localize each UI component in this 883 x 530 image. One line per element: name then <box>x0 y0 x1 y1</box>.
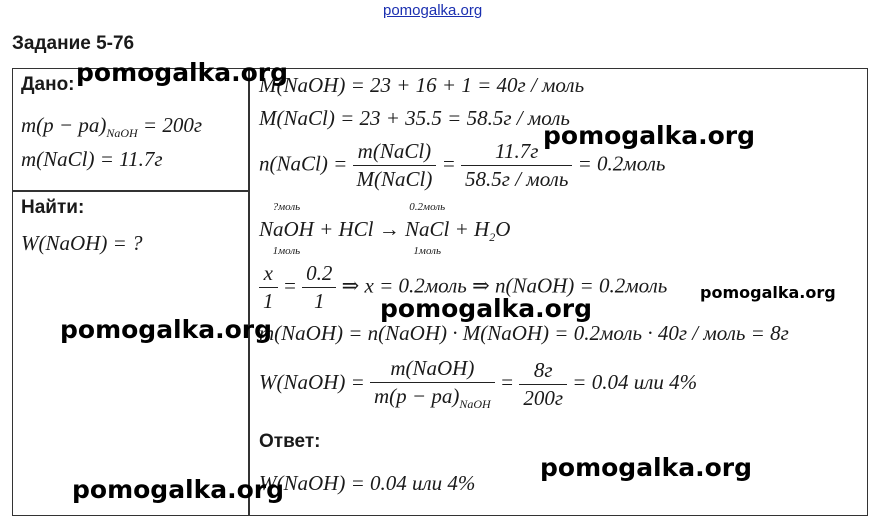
watermark: pomogalka.org <box>700 283 836 302</box>
watermark: pomogalka.org <box>380 294 593 323</box>
task-title: Задание 5-76 <box>12 33 135 54</box>
column-divider <box>248 69 250 515</box>
answer-heading: Ответ: <box>259 431 321 452</box>
given-nacl-mass: m(NaCl) = 11.7г <box>21 147 163 171</box>
row-divider <box>13 190 248 192</box>
molar-mass-naoh: M(NaOH) = 23 + 16 + 1 = 40г / моль <box>259 73 585 97</box>
watermark: pomogalka.org <box>72 475 285 504</box>
find-target: W(NaOH) = ? <box>21 231 143 255</box>
watermark: pomogalka.org <box>540 453 753 482</box>
mass-fraction-formula: W(NaOH) = $\frac{\text{m(NaOH)}}{m(p - pa)_{NaOH}}$ = $\frac{8г}{200г}$ = 0.04 или 4% <box>259 356 698 412</box>
site-link[interactable]: pomogalka.org <box>383 2 483 19</box>
given-heading: Дано: <box>21 74 75 95</box>
moles-nacl-formula: n(NaCl) = $\frac{\text{m(NaCl)}}{\text{M(NaCl)}}$ = $\frac{11.7г}{\text{58.5г / моль}}$ = 0.2моль <box>259 139 666 191</box>
answer-value: W(NaOH) = 0.04 или 4% <box>259 471 476 495</box>
molar-mass-nacl: M(NaCl) = 23 + 35.5 = 58.5г / моль <box>259 106 570 130</box>
reaction-equation: ?моль NaOH 1моль + HCl → 0.2моль NaCl 1моль + $H_2O$ <box>259 201 511 257</box>
watermark: pomogalka.org <box>76 58 289 87</box>
find-heading: Найти: <box>21 197 85 218</box>
watermark: pomogalka.org <box>60 315 273 344</box>
watermark: pomogalka.org <box>543 121 756 150</box>
mass-naoh-calc: m(NaOH) = n(NaOH) · M(NaOH) = 0.2моль · 40г / моль = 8г <box>259 321 789 345</box>
proportion-line: $\frac{x}{1}$ = $\frac{0.2}{1}$ ⇒ x = 0.2моль ⇒ n(NaOH) = 0.2моль <box>259 261 667 314</box>
given-solution-mass: $m(p - pa)_{NaOH} = 200г$ <box>21 113 203 141</box>
